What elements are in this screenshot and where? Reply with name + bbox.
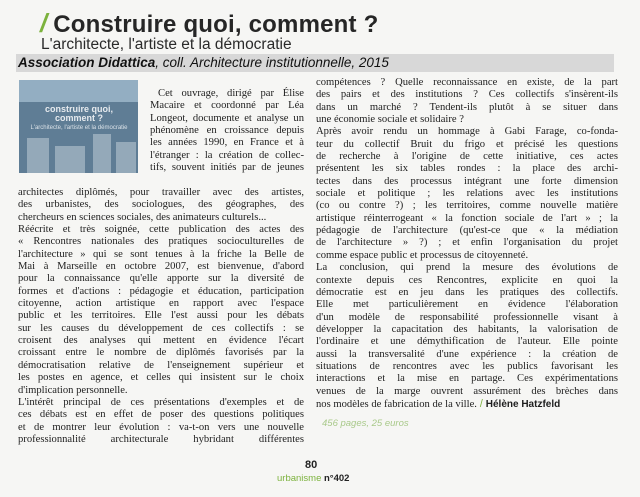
text-line: phénomène en croissance depuis bbox=[150, 125, 304, 137]
column-1-top bbox=[150, 88, 304, 174]
text-line: Elle met particulièrement en évidence l'élaboration bbox=[316, 299, 618, 311]
text-line: professionnalité architecturale hybridant différentes bbox=[18, 433, 304, 445]
issue-number: n°402 bbox=[324, 473, 350, 484]
title-row bbox=[40, 8, 378, 39]
text-line: l'étranger : la création de collec- bbox=[150, 149, 304, 161]
text-line: tectes dans des processus intégrant une forte dimension bbox=[316, 175, 618, 187]
text-line: tifs, souvent initiés par de jeunes bbox=[150, 162, 304, 174]
column-1-bottom bbox=[18, 187, 304, 446]
page-number: 80 bbox=[305, 459, 318, 471]
text-line: « Rencontres nationales des pratiques socioculturelles de bbox=[18, 236, 304, 248]
text-line: d'implication personnelle. bbox=[18, 384, 128, 396]
text-line: présentent les six tables rondes : la place des archi- bbox=[316, 163, 618, 175]
cover-title: construire quoi, comment ? bbox=[44, 104, 113, 123]
text-line: une économie sociale et solidaire ? bbox=[316, 114, 464, 126]
text-line: artistique réinterrogeant « la fonction sociale de l'art » ; la bbox=[316, 212, 618, 224]
review-author: Hélène Hatzfeld bbox=[485, 398, 561, 410]
text-line: sociale et politique ; les relations avec les institutions bbox=[316, 188, 618, 200]
text-line: Mai à Marseille en octobre 2007, est bienvenue, d'abord bbox=[18, 261, 304, 273]
text-line: formes et d'actions : pédagogie et éducation, participation bbox=[18, 285, 304, 297]
text-line: L'intérêt principal de ces présentations d'exemples et de bbox=[18, 396, 304, 408]
text-line: architectes diplômés, pour travailler avec des artistes, bbox=[18, 187, 304, 198]
book-price-info: 456 pages, 25 euros bbox=[322, 418, 409, 429]
text-line: l'ordinaire et une démythification de l'auteur. Elle pointe bbox=[316, 336, 618, 348]
article-title: Construire quoi, comment ? bbox=[53, 11, 379, 38]
reference-author: Association Didattica bbox=[18, 55, 156, 70]
text-line: teur du collectif Bruit du frigo et précisé les questions bbox=[316, 138, 618, 150]
text-line: Longeot, documente et analyse un bbox=[150, 112, 304, 124]
reference-details: , coll. Architecture institutionnelle, 2015 bbox=[155, 55, 389, 70]
text-line: pour la connaissance qu'elle apporte sur la diversité de bbox=[18, 273, 304, 285]
signature-separator: / bbox=[476, 397, 486, 410]
text-line: démocratisation relative de l'enseignement supérieur et bbox=[18, 359, 304, 371]
column-2 bbox=[316, 77, 618, 411]
text-line: croissant entre le nombre de diplômés favorisés par la bbox=[18, 347, 304, 359]
text-line: démocratie est en jeu dans les pratiques des collectifs. bbox=[316, 286, 618, 298]
text-line: compétences ? Quelle reconnaissance en existe, de la part bbox=[316, 77, 618, 88]
text-line: nos modèles de fabrication de la ville. bbox=[316, 398, 477, 410]
cover-building bbox=[55, 146, 85, 173]
text-line: Macaire et coordonné par Léa bbox=[150, 100, 304, 112]
text-line: sur les causes du développement de ces collectifs : se bbox=[18, 322, 304, 334]
text-line: (co ou contre ?) ; les territoires, comme nouvelle matière bbox=[316, 200, 618, 212]
text-line: situations de rencontres avec les publics favorisant les bbox=[316, 360, 618, 372]
text-line: public et les territoires. Elle l'est aussi pour les débats bbox=[18, 310, 304, 322]
book-cover-image bbox=[19, 80, 138, 173]
text-line: aussi la transversalité d'une expérience : la création de bbox=[316, 348, 618, 360]
text-line: les postes en agence, et celles qui insistent sur le choix bbox=[18, 372, 304, 384]
text-line: chercheurs en sciences sociales, des animateurs culturels... bbox=[18, 211, 267, 223]
text-line: comme espace public et processus de citoyenneté. bbox=[316, 249, 529, 261]
text-line: les années 1990, en France et à bbox=[150, 137, 304, 149]
magazine-footer bbox=[277, 473, 349, 484]
text-line: Cet ouvrage, dirigé par Élise bbox=[158, 88, 304, 99]
cover-subtitle: L'architecte, l'artiste et la démocratie bbox=[30, 125, 128, 131]
cover-building bbox=[116, 142, 136, 173]
text-line: ces débats est en effet de poser des questions politiques bbox=[18, 409, 304, 421]
text-line: des pairs et des institutions ? Ces collectifs s'insèrent-ils bbox=[316, 89, 618, 101]
text-line: des urbanistes, des sociologues, des géographes, des bbox=[18, 199, 304, 211]
text-line: d'un modèle de responsabilité professionnelle visant à bbox=[316, 311, 618, 323]
text-line: La conclusion, qui prend la mesure des évolutions de bbox=[316, 262, 618, 274]
text-line: et de montrer leur évolution : va-t-on vers une nouvelle bbox=[18, 421, 304, 433]
text-line: de l'architecture » ?) ; et enfin l'organisation du projet bbox=[316, 237, 618, 249]
book-reference bbox=[18, 55, 389, 70]
magazine-name: urbanisme bbox=[277, 473, 322, 484]
text-line: Réécrite et très soignée, cette publication des actes des bbox=[18, 224, 304, 236]
title-slash-mark: / bbox=[40, 8, 48, 38]
text-line: citoyenne, action artistique en rapport avec l'espace bbox=[18, 298, 304, 310]
text-line: Après avoir rendu un hommage à Gabi Farage, co-fonda- bbox=[316, 126, 618, 138]
text-line: développer la capacitation des habitants, la valorisation de bbox=[316, 323, 618, 335]
cover-building bbox=[27, 138, 49, 173]
cover-building bbox=[93, 134, 111, 173]
text-line: de recherche à l'origine de cette initiative, ces actes bbox=[316, 151, 618, 163]
article-subtitle: L'architecte, l'artiste et la démocratie bbox=[41, 36, 292, 53]
text-line: contexte depuis ces Rencontres, explicite en quoi la bbox=[316, 274, 618, 286]
text-line: interactions et la mise en partage. Ces expérimentations bbox=[316, 373, 618, 385]
text-line: pédagogie de l'architecture (qu'est-ce que « la médiation bbox=[316, 225, 618, 237]
text-line: l'architecture » qui se sont tenues à la friche la Belle de bbox=[18, 248, 304, 260]
text-line-with-signature bbox=[316, 398, 618, 411]
text-line: dans un marché ? Tendent-ils plutôt à se situer dans bbox=[316, 101, 618, 113]
text-line: croisent des analyses qui mettent en évidence l'écart bbox=[18, 335, 304, 347]
text-line: venues de la marge ouvrent assurément des brèches dans bbox=[316, 385, 618, 397]
cover-sky bbox=[19, 80, 138, 102]
